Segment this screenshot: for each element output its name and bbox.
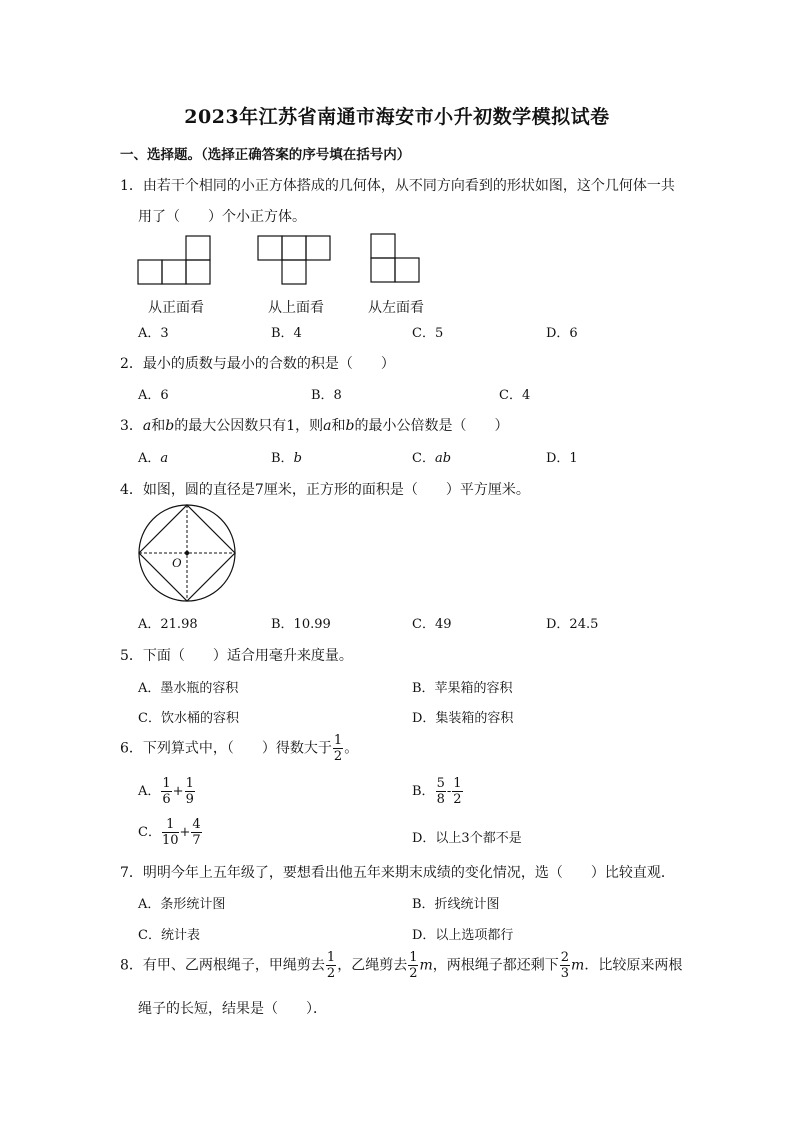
q1-option-d: D．6	[546, 326, 578, 341]
circle-square-figure	[134, 503, 240, 603]
q3-option-a-label: A．	[138, 451, 161, 466]
q6-option-b	[412, 777, 464, 806]
q4-option-d: D．24.5	[546, 617, 599, 632]
front-view-figure	[136, 234, 216, 286]
q8-frac-3	[560, 951, 570, 980]
q8-f3-numerator: 2	[560, 950, 570, 965]
q5-option-c: C．饮水桶的容积	[138, 711, 239, 726]
q6-b-d2: 2	[453, 792, 462, 807]
q3-var-b: b	[165, 418, 175, 434]
left-view-figure	[369, 232, 425, 284]
q2-option-b: B．8	[311, 388, 342, 403]
question-8-line-1	[120, 951, 682, 980]
question-5: 5．下面（ ）适合用毫升来度量。	[120, 648, 353, 664]
q8-part-4: ．比较原来两根	[584, 957, 683, 974]
q6-option-d: D．以上3个都不是	[412, 831, 522, 846]
q7-option-a: A．条形统计图	[138, 897, 226, 912]
q6-a-frac-2	[185, 777, 195, 806]
caption-top-view: 从上面看	[268, 300, 324, 316]
q6-b-frac-2	[452, 777, 462, 806]
q4-option-b: B．10.99	[271, 617, 331, 632]
q6-half-denominator: 2	[333, 749, 343, 764]
question-3	[120, 415, 509, 435]
q3-var-a: a	[142, 418, 152, 434]
caption-front-view: 从正面看	[148, 300, 204, 316]
q6-fraction-half	[333, 734, 343, 763]
page-title: 2023年江苏省南通市海安市小升初数学模拟试卷	[184, 106, 610, 128]
q5-option-d: D．集装箱的容积	[412, 711, 514, 726]
q8-f3-denominator: 3	[560, 966, 570, 981]
q6-option-a-label: A．	[138, 784, 161, 799]
section-heading: 一、选择题。（选择正确答案的序号填在括号内）	[120, 147, 411, 163]
q3-var-b-2: b	[345, 418, 355, 434]
q8-frac-2	[408, 951, 418, 980]
q3-and-1: 和	[151, 418, 166, 434]
q3-number: 3．	[120, 418, 143, 434]
q6-half-numerator: 1	[333, 733, 343, 748]
q6-b-n2: 1	[453, 776, 462, 791]
center-label-o: O	[172, 555, 182, 570]
q6-option-c	[138, 818, 203, 847]
q3-option-a	[138, 447, 168, 466]
q4-option-c: C．49	[412, 617, 452, 632]
q8-frac-1	[326, 951, 336, 980]
q3-option-c-value: ab	[434, 451, 452, 466]
q6-a-n2: 1	[185, 776, 194, 791]
q3-option-b-value: b	[293, 451, 302, 466]
q6-a-d2: 9	[185, 792, 194, 807]
q8-unit-1: m	[419, 957, 433, 974]
q8-part-2: ，乙绳剪去	[337, 957, 408, 974]
q6-a-d1: 6	[162, 792, 171, 807]
q6-a-n1: 1	[162, 776, 171, 791]
q8-f1-numerator: 1	[326, 950, 336, 965]
question-4: 4．如图，圆的直径是7厘米，正方形的面积是（ ）平方厘米。	[120, 482, 530, 498]
question-1-line-1: 1．由若干个相同的小正方体搭成的几何体，从不同方向看到的形状如图，这个几何体一共	[120, 178, 675, 194]
q6-option-a	[138, 777, 196, 806]
q7-option-b: B．折线统计图	[412, 897, 500, 912]
q2-option-c: C．4	[499, 388, 531, 403]
q6-suffix: 。	[344, 740, 359, 757]
q3-option-b	[271, 447, 302, 466]
q6-option-b-label: B．	[412, 784, 435, 799]
question-2: 2．最小的质数与最小的合数的积是（ ）	[120, 356, 395, 372]
q3-end-text: 的最小公倍数是（ ）	[354, 418, 509, 434]
q6-b-frac-1	[436, 777, 446, 806]
question-8-line-2: 绳子的长短，结果是（ ）．	[138, 1001, 327, 1017]
q6-c-d1: 10	[161, 833, 179, 848]
q6-b-operator: -	[446, 784, 452, 799]
question-7: 7．明明今年上五年级了，要想看出他五年来期末成绩的变化情况，选（ ）比较直观．	[120, 865, 675, 881]
q6-option-c-label: C．	[138, 825, 161, 840]
q8-f2-denominator: 2	[409, 966, 418, 981]
q6-c-operator: +	[179, 825, 191, 840]
q6-a-operator: +	[172, 784, 184, 799]
q6-prefix: 6．下列算式中，（ ）得数大于	[120, 740, 332, 757]
q4-option-a: A．21.98	[138, 617, 198, 632]
q3-option-d: D．1	[546, 451, 578, 466]
q3-option-c	[412, 447, 451, 466]
question-6	[120, 734, 358, 763]
q3-option-c-label: C．	[412, 451, 435, 466]
q3-var-a-2: a	[323, 418, 332, 434]
q6-a-frac-1	[161, 777, 171, 806]
q8-unit-2: m	[571, 957, 585, 974]
q8-part-1: 8．有甲、乙两根绳子，甲绳剪去	[120, 957, 325, 974]
q6-c-d2: 7	[192, 833, 201, 848]
q1-option-a: A．3	[138, 326, 169, 341]
q6-c-frac-1	[162, 818, 179, 847]
q8-f1-denominator: 2	[326, 966, 336, 981]
top-view-figure	[256, 234, 336, 286]
q7-option-c: C．统计表	[138, 928, 200, 943]
q1-option-c: C．5	[412, 326, 444, 341]
q3-option-a-value: a	[160, 451, 169, 466]
q8-f2-numerator: 1	[409, 950, 418, 965]
q6-b-d1: 8	[436, 792, 445, 807]
caption-left-view: 从左面看	[368, 300, 424, 316]
q6-b-n1: 5	[436, 776, 445, 791]
q6-c-frac-2	[191, 818, 201, 847]
q3-option-b-label: B．	[271, 451, 294, 466]
q1-option-b: B．4	[271, 326, 302, 341]
q7-option-d: D．以上选项都行	[412, 928, 514, 943]
q6-c-n2: 4	[192, 817, 201, 832]
q5-option-b: B．苹果箱的容积	[412, 681, 513, 696]
q6-c-n1: 1	[162, 818, 179, 833]
q8-part-3: ，两根绳子都还剩下	[432, 957, 559, 974]
question-1-line-2: 用了（ ）个小正方体。	[138, 209, 306, 225]
q3-and-2: 和	[331, 418, 346, 434]
q5-option-a: A．墨水瓶的容积	[138, 681, 239, 696]
q3-mid-text: 的最大公因数只有1，则	[174, 418, 324, 434]
q2-option-a: A．6	[138, 388, 169, 403]
